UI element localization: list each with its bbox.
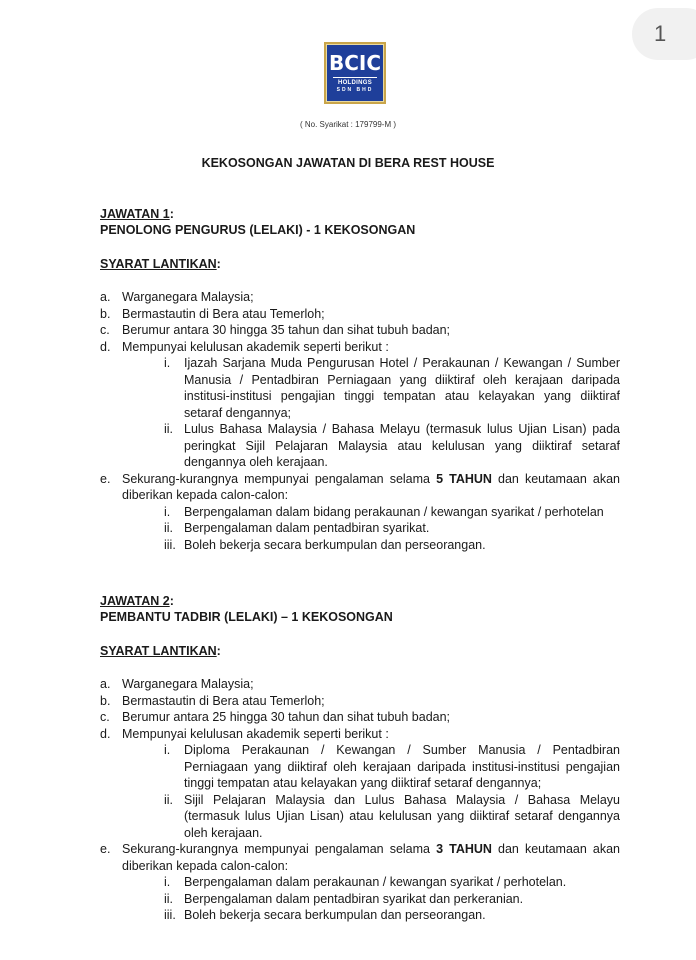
position-label: JAWATAN 2:	[100, 594, 174, 608]
preference-item: i. Berpengalaman dalam perakaunan / kewangan syarikat / perhotelan.	[164, 875, 567, 889]
requirement-item: d. Mempunyai kelulusan akademik seperti berikut :	[100, 339, 389, 354]
page-number-badge	[632, 8, 696, 60]
document-title: KEKOSONGAN JAWATAN DI BERA REST HOUSE	[201, 156, 495, 170]
requirement-item: c. Berumur antara 30 hingga 35 tahun dan sihat tubuh badan;	[100, 323, 451, 337]
academic-item: i. Ijazah Sarjana Muda Pengurusan Hotel / Perakaunan / Kewangan / Sumber Manusia / Pentadbiran Perniagaan yang diiktiraf oleh kerajaan daripada institusi-institusi pengajian tinggi tempatan atau kelayakan yang diiktiraf setaraf dengannya;	[164, 356, 620, 420]
experience-years: 5 TAHUN	[436, 471, 492, 486]
preference-item: i. Berpengalaman dalam bidang perakaunan / kewangan syarikat / perhotelan	[164, 504, 604, 519]
academic-item: ii. Sijil Pelajaran Malaysia dan Lulus Bahasa Malaysia / Bahasa Melayu (termasuk lulus Ujian Lisan) atau kelulusan yang diiktiraf setaraf dengannya oleh kerajaan.	[164, 792, 620, 840]
preference-item: ii. Berpengalaman dalam pentadbiran syarikat.	[164, 521, 430, 535]
preference-item: ii. Berpengalaman dalam pentadbiran syarikat dan perkeranian.	[164, 891, 524, 906]
position-2-section	[100, 593, 620, 924]
logo-sub-text: HOLDINGS	[337, 80, 373, 86]
requirements-heading: SYARAT LANTIKAN:	[100, 644, 221, 658]
academic-item: ii. Lulus Bahasa Malaysia / Bahasa Melayu (termasuk lulus Ujian Lisan) pada peringkat Sijil Pelajaran Malaysia atau kelulusan yang diiktiraf setaraf dengannya oleh kerajaan.	[164, 422, 620, 469]
company-registration: ( No. Syarikat : 179799-M )	[299, 120, 397, 129]
page-number: 1	[654, 21, 667, 46]
preference-item: iii. Boleh bekerja secara berkumpulan dan perseorangan.	[164, 908, 486, 922]
requirement-item: c. Berumur antara 25 hingga 30 tahun dan sihat tubuh badan;	[100, 710, 451, 724]
preference-item: iii. Boleh bekerja secara berkumpulan dan perseorangan.	[164, 537, 486, 552]
requirement-item: b. Bermastautin di Bera atau Temerloh;	[100, 693, 325, 708]
logo-sub2-text: SDN BHD	[336, 87, 374, 93]
position-label: JAWATAN 1:	[100, 207, 174, 221]
experience-years: 3 TAHUN	[436, 842, 492, 856]
requirement-item: a. Warganegara Malaysia;	[100, 677, 254, 691]
requirement-item: d. Mempunyai kelulusan akademik seperti berikut :	[100, 726, 389, 741]
experience-requirement: e. Sekurang-kurangnya mempunyai pengalaman selama 3 TAHUN dan keutamaan akan diberikan kepada calon-calon:	[100, 842, 621, 873]
requirements-heading: SYARAT LANTIKAN:	[100, 257, 221, 271]
requirement-item: b. Bermastautin di Bera atau Temerloh;	[100, 306, 325, 321]
experience-requirement: e. Sekurang-kurangnya mempunyai pengalaman selama 5 TAHUN dan keutamaan akan diberikan kepada calon-calon:	[100, 471, 621, 502]
requirement-item: a. Warganegara Malaysia;	[100, 290, 254, 304]
bcic-logo	[324, 42, 386, 104]
academic-item: i. Diploma Perakaunan / Kewangan / Sumber Manusia / Pentadbiran Perniagaan yang diiktiraf oleh kerajaan daripada institusi-institusi pengajian tinggi tempatan atau kelayakan yang diiktiraf setaraf dengannya;	[164, 743, 620, 790]
position-title: PENOLONG PENGURUS (LELAKI) - 1 KEKOSONGAN	[100, 223, 416, 237]
position-1-section	[100, 206, 620, 553]
logo-main-text: BCIC	[328, 51, 382, 75]
position-title: PEMBANTU TADBIR (LELAKI) – 1 KEKOSONGAN	[100, 610, 393, 624]
